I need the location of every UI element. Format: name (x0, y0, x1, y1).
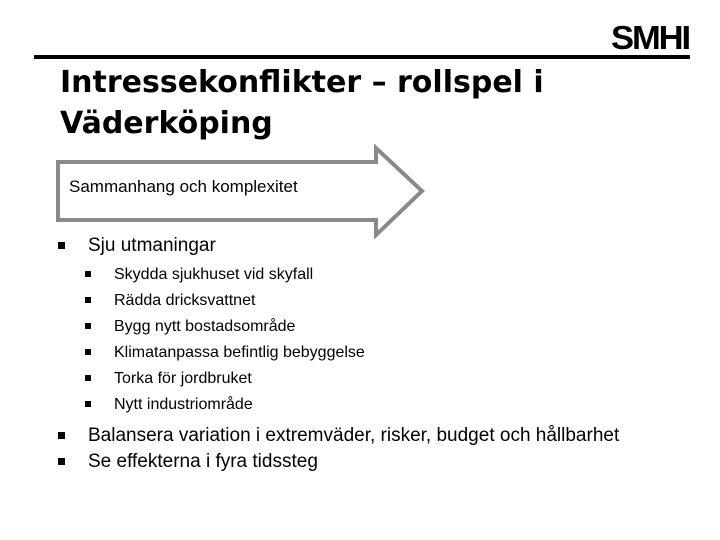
bullet-list (56, 233, 696, 475)
title-line-1: Intressekonflikter – rollspel i (60, 65, 544, 100)
square-bullet-icon (85, 323, 91, 329)
sub-list-item (82, 314, 696, 340)
page-title (60, 62, 660, 144)
list-item (56, 423, 696, 449)
sub-list (82, 262, 696, 418)
logo-text: SMHI (611, 19, 689, 54)
square-bullet-icon (85, 375, 91, 381)
square-bullet-icon (85, 401, 91, 407)
arrow-label: Sammanhang och komplexitet (69, 177, 298, 196)
list-item (56, 233, 696, 418)
sub-list-item (82, 262, 696, 288)
sub-list-item (82, 288, 696, 314)
sub-list-item (82, 392, 696, 418)
sub-list-item (82, 366, 696, 392)
list-item (56, 449, 696, 475)
square-bullet-icon (85, 271, 91, 277)
list-item-text: Balansera variation i extremväder, risker, budget och hållbarhet (88, 425, 620, 446)
square-bullet-icon (58, 432, 65, 439)
sub-list-item-text: Bygg nytt bostadsområde (114, 318, 296, 335)
square-bullet-icon (58, 242, 65, 249)
square-bullet-icon (85, 297, 91, 303)
sub-list-item-text: Klimatanpassa befintlig bebyggelse (114, 344, 365, 361)
header-rule (34, 55, 690, 59)
list-item-text: Se effekterna i fyra tidssteg (88, 451, 318, 472)
square-bullet-icon (85, 349, 91, 355)
title-line-2: Väderköping (60, 106, 273, 141)
sub-list-item (82, 340, 696, 366)
sub-list-item-text: Torka för jordbruket (114, 370, 252, 387)
sub-list-item-text: Skydda sjukhuset vid skyfall (114, 266, 314, 283)
square-bullet-icon (58, 458, 65, 465)
smhi-logo (611, 18, 691, 54)
sub-list-item-text: Rädda dricksvattnet (114, 292, 256, 309)
list-item-text: Sju utmaningar (88, 235, 216, 256)
sub-list-item-text: Nytt industriområde (114, 396, 253, 413)
